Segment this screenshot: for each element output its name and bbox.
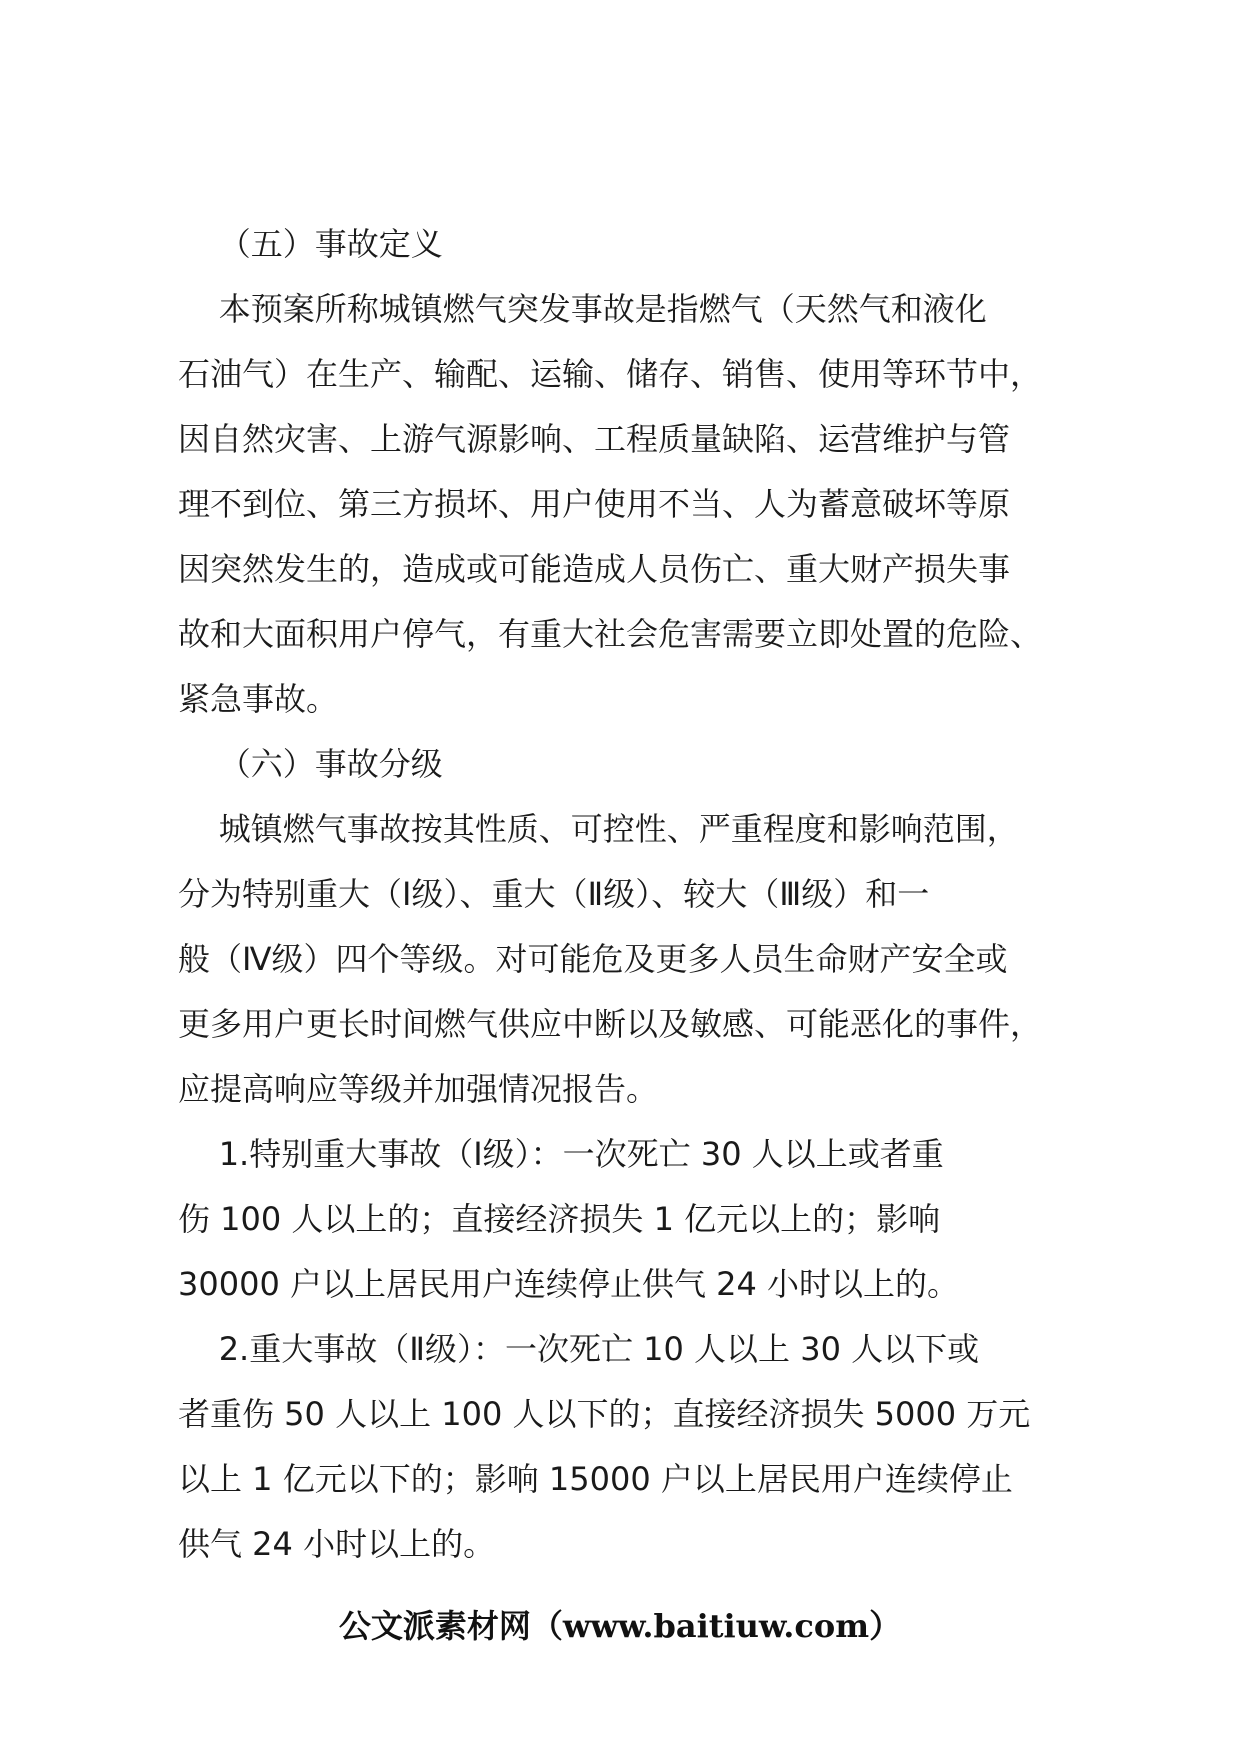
paragraph-line: 更多用户更长时间燃气供应中断以及敏感、可能恶化的事件， [178, 1005, 1043, 1043]
paragraph-line: 般（Ⅳ级）四个等级。对可能危及更多人员生命财产安全或 [178, 940, 1008, 978]
paragraph-line: 分为特别重大（Ⅰ级）、重大（Ⅱ级）、较大（Ⅲ级）和一 [178, 875, 930, 913]
paragraph-line: 理不到位、第三方损坏、用户使用不当、人为蓄意破坏等原 [178, 485, 1011, 523]
document-body [178, 212, 1078, 1577]
list-item-line: 供气 24 小时以上的。 [178, 1525, 496, 1563]
section-heading: （五）事故定义 [178, 225, 443, 263]
paragraph-line: 因突然发生的，造成或可能造成人员伤亡、重大财产损失事 [178, 550, 1011, 588]
page-footer-watermark: 公文派素材网（www.baitiuw.com） [338, 1607, 902, 1645]
list-item-line: 伤 100 人以上的；直接经济损失 1 亿元以上的；影响 [178, 1200, 941, 1238]
paragraph-line: 本预案所称城镇燃气突发事故是指燃气（天然气和液化 [178, 290, 987, 328]
list-item-line: 以上 1 亿元以下的；影响 15000 户以上居民用户连续停止 [178, 1460, 1013, 1498]
list-item-line: 2.重大事故（Ⅱ级）：一次死亡 10 人以上 30 人以下或 [178, 1330, 980, 1368]
paragraph-line: 故和大面积用户停气，有重大社会危害需要立即处置的危险、 [178, 615, 1043, 653]
paragraph-line: 紧急事故。 [178, 680, 339, 718]
list-item-line: 1.特别重大事故（Ⅰ级）：一次死亡 30 人以上或者重 [178, 1135, 944, 1173]
paragraph-line: 石油气）在生产、输配、运输、储存、销售、使用等环节中， [178, 355, 1043, 393]
paragraph-line: 因自然灾害、上游气源影响、工程质量缺陷、运营维护与管 [178, 420, 1011, 458]
list-item-line: 30000 户以上居民用户连续停止供气 24 小时以上的。 [178, 1265, 960, 1303]
section-heading: （六）事故分级 [178, 745, 443, 783]
paragraph-line: 城镇燃气事故按其性质、可控性、严重程度和影响范围， [178, 810, 1019, 848]
paragraph-line: 应提高响应等级并加强情况报告。 [178, 1070, 659, 1108]
list-item-line: 者重伤 50 人以上 100 人以下的；直接经济损失 5000 万元 [178, 1395, 1031, 1433]
